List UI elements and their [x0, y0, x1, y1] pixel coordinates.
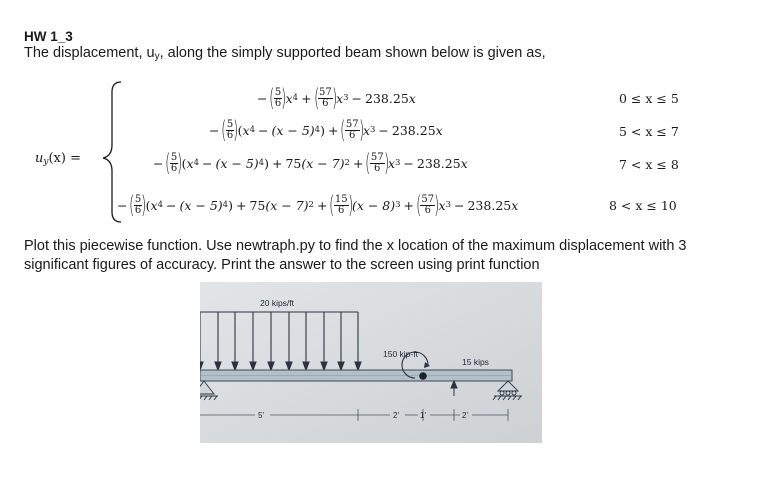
uy-sub: y — [43, 157, 49, 167]
moment-label: 150 kip-ft — [383, 349, 418, 359]
dim-5ft: 5' — [258, 411, 264, 420]
hw-title: HW 1_3 — [24, 29, 73, 44]
equation-row-3: − ( $\frac{5}{6}$ ) ( x 4 − (x − 5) 4 ) + 75 (x − 7) 2 + ( $\frac{57}{6}$ ) x 3 − 238.25 x — [153, 149, 468, 177]
equation-row-1: − ( $\frac{5}{6}$ ) x 4 + ( $\frac{57}{6}$ ) x 3 − 238.25 x — [257, 84, 416, 112]
intro-subscript: y — [154, 51, 160, 62]
uy-rest: (x) = — [48, 151, 81, 166]
equation-row-4: − ( $\frac{5}{6}$ ) ( x 4 − (x − 5) 4 ) + 75 (x − 7) 2 + ( $\frac{15}{6}$ ) (x − 8) 3 + ( $\frac{57}{6}$ ) x 3 − 238.25 x — [117, 191, 519, 219]
intro-after: , along the simply supported beam shown below is given as, — [159, 45, 546, 61]
load-label: 20 kips/ft — [260, 298, 295, 308]
equation-row-2: − ( $\frac{5}{6}$ ) ( x 4 − (x − 5) 4 ) + ( $\frac{57}{6}$ ) x 3 − 238.25 x — [209, 116, 443, 144]
condition-row-3: 7 < x ≤ 8 — [619, 157, 679, 172]
uy-u: u — [35, 151, 44, 166]
dim-2ft-a: 2' — [393, 411, 399, 420]
dim-2ft-b: 2' — [462, 411, 468, 420]
beam-figure — [200, 282, 542, 443]
condition-row-1: 0 ≤ x ≤ 5 — [619, 91, 679, 106]
dim-1ft: 1' — [420, 411, 426, 420]
condition-row-2: 5 < x ≤ 7 — [619, 124, 679, 139]
intro-before: The displacement, u — [24, 45, 155, 61]
condition-row-4: 8 < x ≤ 10 — [609, 198, 677, 213]
force-label: 15 kips — [462, 357, 489, 367]
plot-instructions: Plot this piecewise function. Use newtraph.py to find the x location of the maximum displacement with 3 significant figures of accuracy. Print the answer to the screen using print function — [24, 238, 687, 273]
